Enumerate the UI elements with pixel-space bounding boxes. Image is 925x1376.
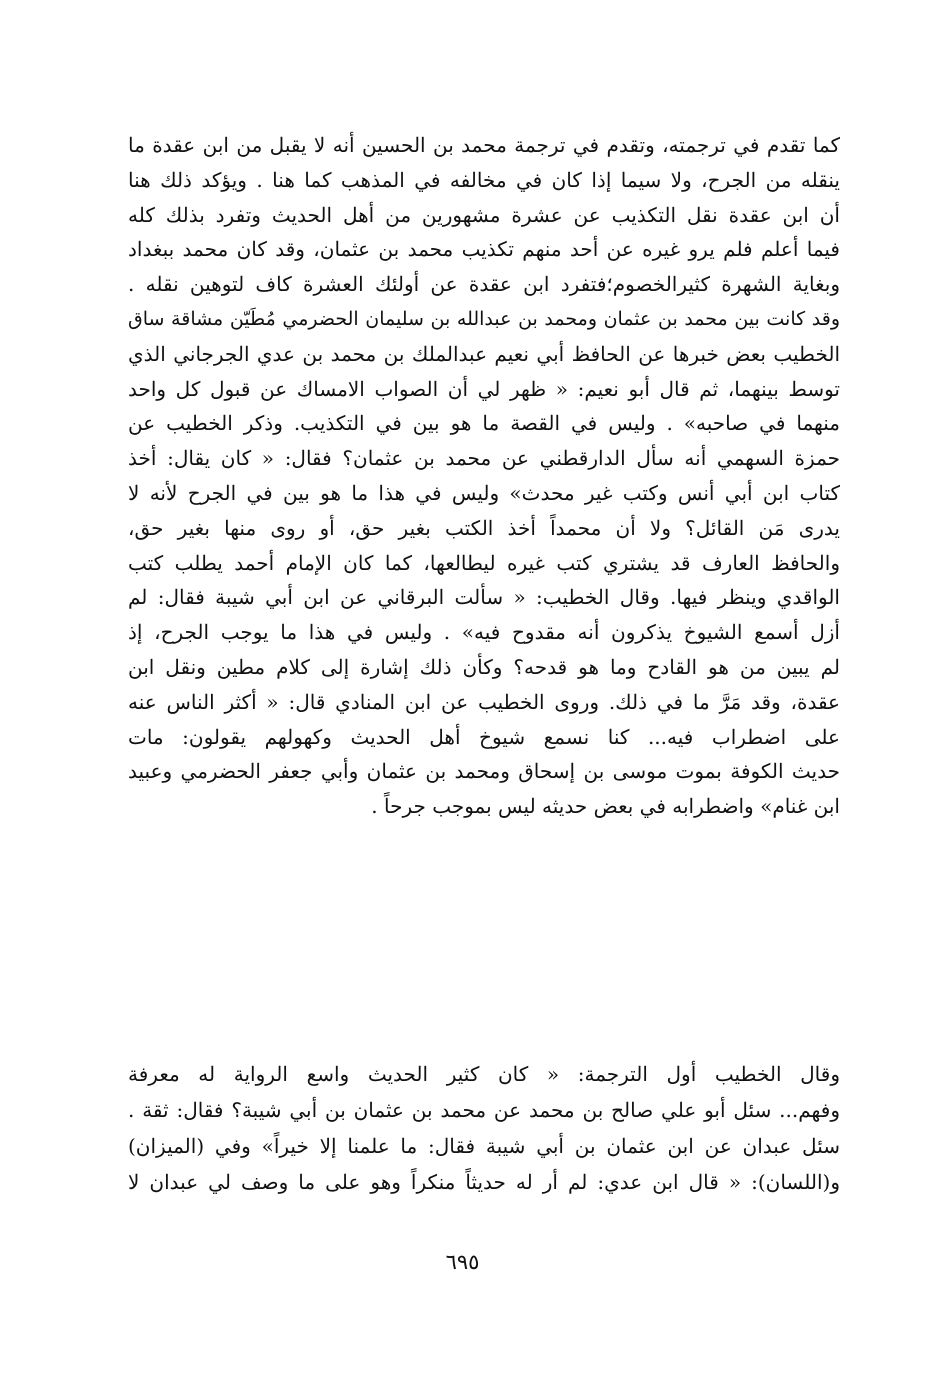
paragraph-2 [128, 1056, 840, 1200]
text-line: سئل عبدان عن ابن عثمان بن أبي شيبة فقال: ما علمنا إلا خيراً» وفي (الميزان) [128, 1134, 840, 1158]
text-line: كتاب ابن أبي أنس وكتب غير محدث» وليس في هذا ما هو بين في الجرح لأنه لا [128, 480, 840, 505]
text-line: على اضطراب فيه... كنا نسمع شيوخ أهل الحديث وكهولهم يقولون: مات [128, 724, 840, 749]
text-line: كما تقدم في ترجمته، وتقدم في ترجمة محمد بن الحسين أنه لا يقبل من ابن عقدة ما [128, 133, 840, 157]
text-line: والحافظ العارف قد يشتري كتب غيره ليطالعها، كما كان الإمام أحمد يطلب كتب [128, 550, 840, 575]
text-line: وبغاية الشهرة كثيرالخصوم؛فتفرد ابن عقدة عن أولئك العشرة كاف لتوهين نقله . [128, 272, 840, 297]
text-line: لم يبين من هو القادح وما هو قدحه؟ وكأن ذلك إشارة إلى كلام مطين ونقل ابن [128, 654, 840, 679]
page-number: ٦٩٥ [445, 1250, 480, 1274]
text-line: فيما أعلم فلم يرو غيره عن أحد منهم تكذيب محمد بن عثمان، وقد كان محمد ببغداد [128, 237, 840, 262]
text-line: أن ابن عقدة نقل التكذيب عن عشرة مشهورين من أهل الحديث وتفرد بذلك كله [128, 202, 840, 227]
text-line: حديث الكوفة بموت موسى بن إسحاق ومحمد بن عثمان وأبي جعفر الحضرمي وعبيد [128, 759, 840, 784]
text-line: الواقدي وينظر فيها. وقال الخطيب: « سألت البرقاني عن ابن أبي شيبة فقال: لم [128, 585, 840, 610]
text-line: وقال الخطيب أول الترجمة: « كان كثير الحديث واسع الرواية له معرفة [128, 1062, 840, 1086]
text-line: حمزة السهمي أنه سأل الدارقطني عن محمد بن عثمان؟ فقال: « كان يقال: أخذ [128, 446, 840, 471]
text-line: يدرى مَن القائل؟ ولا أن محمداً أخذ الكتب بغير حق، أو روى منها بغير حق، [128, 515, 840, 540]
text-line: وقد كانت بين محمد بن عثمان ومحمد بن عبدالله بن سليمان الحضرمي مُطَيّن مشاقة ساق [128, 307, 840, 330]
text-line: الخطيب بعض خبرها عن الحافظ أبي نعيم عبدالملك بن محمد بن عدي الجرجاني الذي [128, 341, 840, 366]
text-line: عقدة، وقد مَرَّ ما في ذلك. وروى الخطيب عن ابن المنادي قال: « أكثر الناس عنه [128, 689, 840, 714]
text-line: و(اللسان): « قال ابن عدي: لم أر له حديثاً منكراً وهو على ما وصف لي عبدان لا [128, 1170, 840, 1194]
text-line: ابن غنام» واضطرابه في بعض حديثه ليس بموجب جرحاً . [371, 794, 840, 819]
text-line: منهما في صاحبه» . وليس في القصة ما هو بين في التكذيب. وذكر الخطيب عن [128, 411, 840, 436]
text-line: ينقله من الجرح، ولا سيما إذا كان في مخالفه في المذهب كما هنا . ويؤكد ذلك هنا [128, 167, 840, 192]
text-line: توسط بينهما، ثم قال أبو نعيم: « ظهر لي أن الصواب الامساك عن قبول كل واحد [128, 376, 840, 401]
paragraph-1 [128, 128, 840, 824]
text-line: أزل أسمع الشيوخ يذكرون أنه مقدوح فيه» . وليس في هذا ما يوجب الجرح، إذ [128, 620, 840, 645]
text-line: وفهم... سئل أبو علي صالح بن محمد عن محمد بن عثمان بن أبي شيبة؟ فقال: ثقة . [128, 1098, 840, 1122]
